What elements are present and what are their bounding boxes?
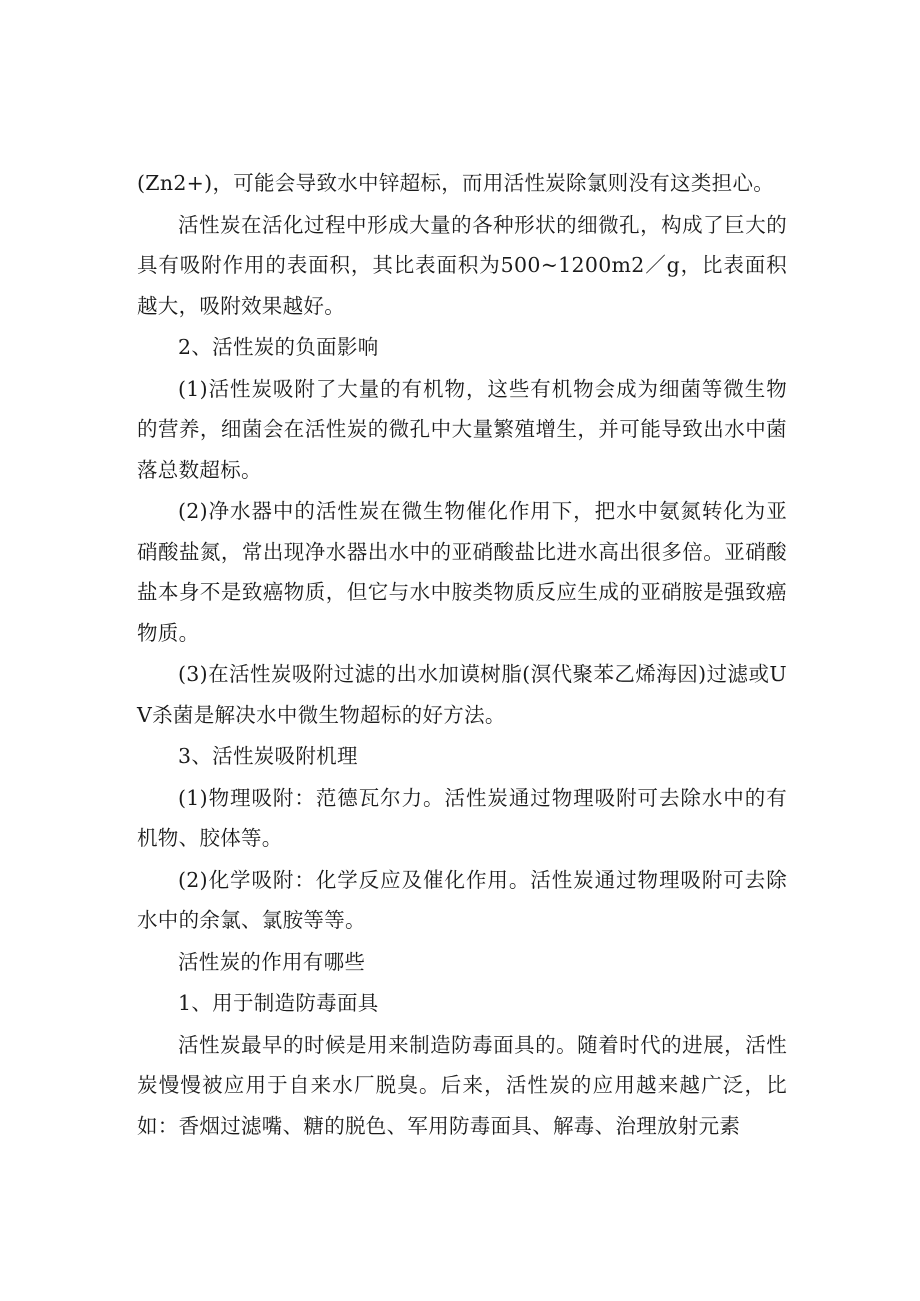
paragraph-chemical-adsorption: (2)化学吸附：化学反应及催化作用。活性炭通过物理吸附可去除水中的余氯、氯胺等等。	[137, 867, 787, 932]
paragraph-gas-mask-history: 活性炭最早的时候是用来制造防毒面具的。随着时代的进展，活性炭慢慢被应用于自来水厂脱臭。后来，活性炭的应用越来越广泛，比如：香烟过滤嘴、糖的脱色、军用防毒面具、解毒、治理放射元素	[137, 1032, 787, 1138]
document-body	[137, 163, 787, 1147]
paragraph-zinc-note: (Zn2+)，可能会导致水中锌超标，而用活性炭除氯则没有这类担心。	[137, 171, 775, 195]
section-heading-uses: 活性炭的作用有哪些	[178, 949, 366, 974]
subheading-gas-mask: 1、用于制造防毒面具	[178, 991, 379, 1015]
paragraph-negative-2: (2)净水器中的活性炭在微生物催化作用下，把水中氨氮转化为亚硝酸盐氮，常出现净水器出水中的亚硝酸盐比进水高出很多倍。亚硝酸盐本身不是致癌物质，但它与水中胺类物质反应生成的亚硝胺是强致癌物质。	[137, 499, 787, 645]
paragraph-negative-3: (3)在活性炭吸附过滤的出水加谟树脂(溟代聚苯乙烯海因)过滤或UV杀菌是解决水中微生物超标的好方法。	[137, 662, 787, 727]
paragraph-physical-adsorption: (1)物理吸附：范德瓦尔力。活性炭通过物理吸附可去除水中的有机物、胶体等。	[137, 785, 787, 850]
paragraph-micropore-surface: 活性炭在活化过程中形成大量的各种形状的细微孔，构成了巨大的具有吸附作用的表面积，其比表面积为500~1200m2／g，比表面积越大，吸附效果越好。	[137, 212, 787, 318]
section-heading-adsorption-mechanism: 3、活性炭吸附机理	[178, 744, 358, 768]
paragraph-negative-1: (1)活性炭吸附了大量的有机物，这些有机物会成为细菌等微生物的营养，细菌会在活性炭的微孔中大量繁殖增生，并可能导致出水中菌落总数超标。	[137, 376, 787, 482]
section-heading-negative-effects: 2、活性炭的负面影响	[178, 335, 379, 359]
